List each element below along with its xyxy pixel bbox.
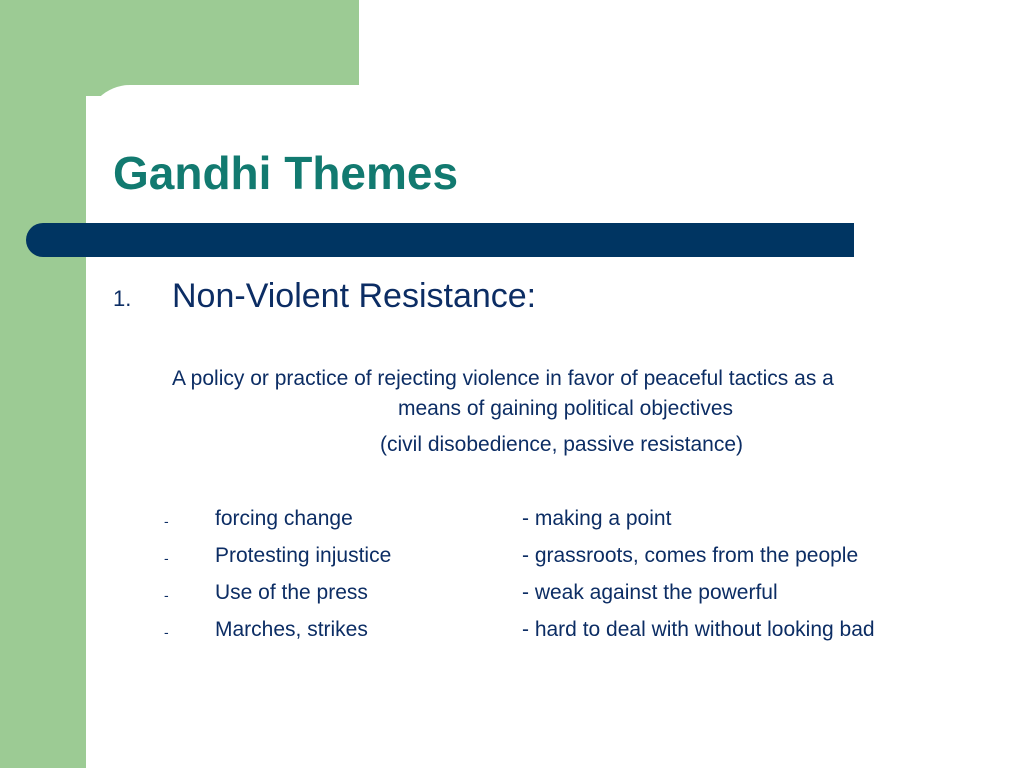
bullet-dash: - [164,624,169,640]
definition-text [172,364,992,460]
bullet-dash: - [164,550,169,566]
list-item [0,542,1024,579]
bullet-dash: - [164,513,169,529]
slide-title: Gandhi Themes [113,147,459,199]
list-item-left: Use of the press [215,581,368,604]
list-item-right: - hard to deal with without looking bad [522,618,875,641]
list-number: 1. [113,286,132,311]
section-heading: Non-Violent Resistance: [172,277,537,315]
title-underline-bar [26,223,854,257]
list-item-left: Protesting injustice [215,544,392,567]
definition-line-2: means of gaining political objectives [398,397,734,420]
list-item-left: forcing change [215,507,353,530]
definition-line-3: (civil disobedience, passive resistance) [380,433,743,456]
list-item-right: - grassroots, comes from the people [522,544,859,567]
list-item [0,505,1024,542]
list-item-right: - making a point [522,507,672,530]
list-item [0,616,1024,653]
list-item-right: - weak against the powerful [522,581,778,604]
definition-line-1: A policy or practice of rejecting violence in favor of peaceful tactics as a [172,367,834,390]
list-item [0,579,1024,616]
bullet-dash: - [164,587,169,603]
comparison-list [0,505,1024,653]
list-item-left: Marches, strikes [215,618,368,641]
